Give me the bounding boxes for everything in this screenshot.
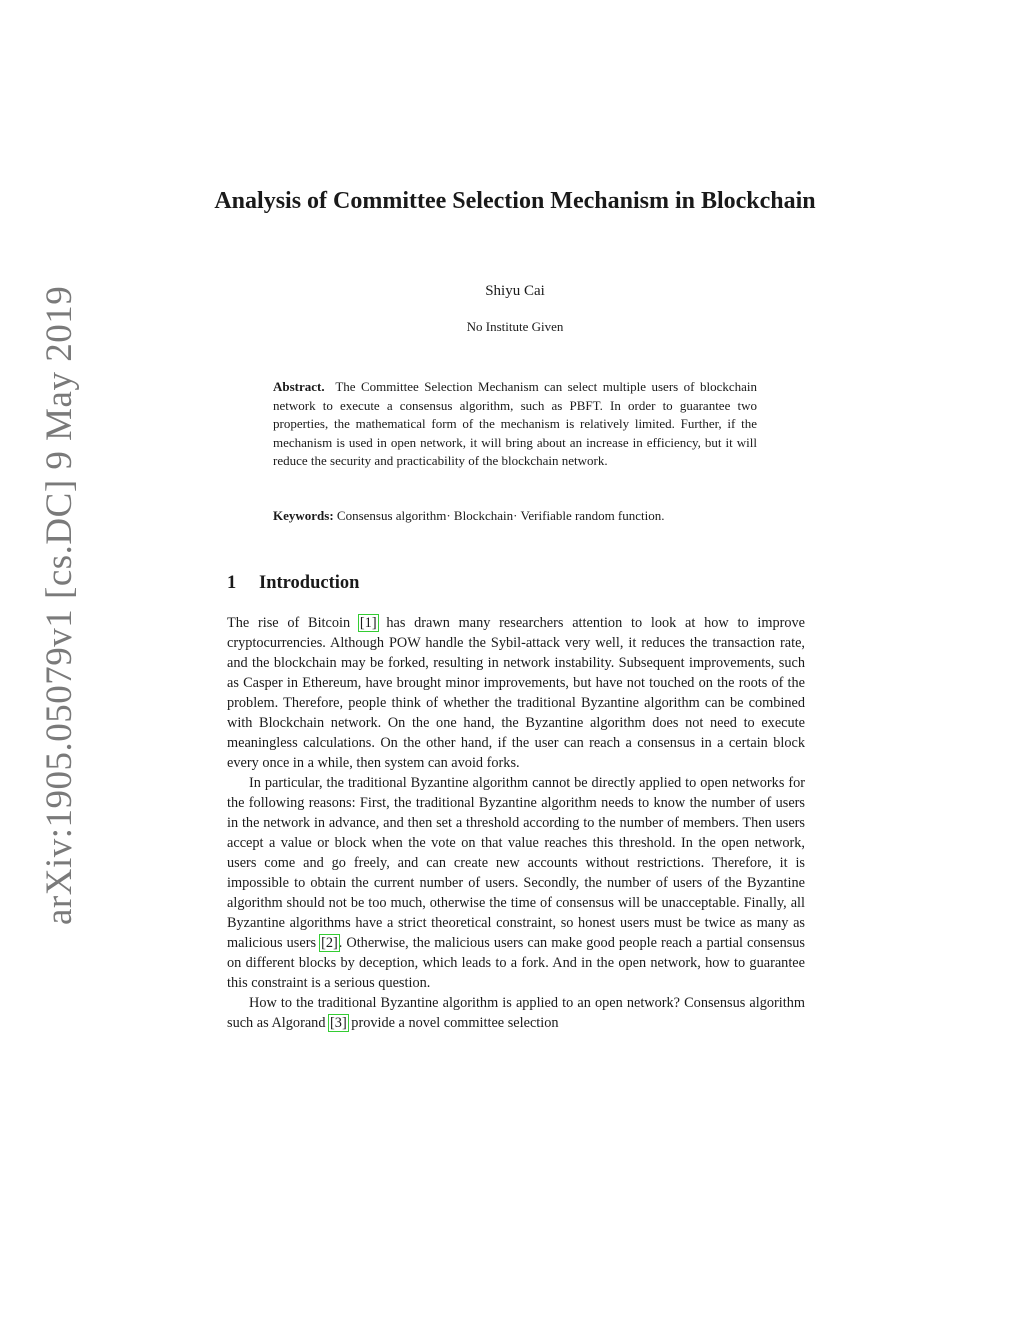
paragraph-text: provide a novel committee selection — [347, 1015, 559, 1031]
abstract-text: The Committee Selection Mechanism can select multiple users of blockchain network to execute a consensus algorithm, such as PBFT. In order to guarantee two properties, the mathematical form of the mechanism is relatively limited. Further, if the mechanism is used in open network, it will bring about an increase in efficiency, but it will reduce the security and practicability of the blockchain network. — [273, 379, 757, 469]
paragraph-1 — [227, 613, 805, 773]
author-name: Shiyu Cai — [485, 283, 545, 299]
paragraph-text: How to the traditional Byzantine algorithm is applied to an open network? Consensus algorithm such as Algorand — [227, 995, 805, 1031]
citation-link-3[interactable]: [3] — [330, 1015, 347, 1031]
paragraph-text: has drawn many researchers attention to look at how to improve cryptocurrencies. Although POW handle the Sybil-attack very well, it reduces the transaction rate, and the blockchain may be forked, resulting in network instability. Subsequent improvements, such as Casper in Ethereum, have brought minor improvements, but have not touched on the roots of the problem. Therefore, people think of whether the traditional Byzantine algorithm can be combined with Blockchain network. On the one hand, the Byzantine algorithm does not need to execute meaningless calculations. On the other hand, if the user can reach a consensus in a certain block every once in a while, then system can avoid forks. — [227, 615, 806, 771]
section-heading-introduction — [227, 573, 359, 594]
paragraph-text: In particular, the traditional Byzantine algorithm cannot be directly applied to open networks for the following reasons: First, the traditional Byzantine algorithm needs to know the number of users in the network in advance, and then set a threshold according to the number of members. Then users accept a value or block when the vote on that value reaches this threshold. In the open network, users come and go freely, and can create new accounts without restrictions. Therefore, it is impossible to obtain the current number of users. Secondly, the number of users of the Byzantine algorithm should not be too much, otherwise the time of consensus will be unacceptable. Finally, all Byzantine algorithms have a strict theoretical constraint, so honest users must be twice as many as malicious users — [227, 775, 805, 951]
paragraph-3 — [227, 993, 805, 1033]
citation-link-2[interactable]: [2] — [321, 935, 338, 951]
section-number: 1 — [227, 573, 237, 593]
keywords-block — [273, 507, 757, 526]
arxiv-identifier-stamp: arXiv:1905.05079v1 [cs.DC] 9 May 2019 — [39, 285, 80, 925]
citation-link-1[interactable]: [1] — [359, 615, 377, 631]
abstract-block — [273, 378, 757, 471]
abstract-label: Abstract. — [273, 379, 325, 394]
paragraph-text: The rise of Bitcoin — [227, 615, 359, 631]
keywords-text: Consensus algorithm· Blockchain· Verifiable random function. — [336, 508, 665, 523]
section-title: Introduction — [259, 573, 360, 593]
paper-title: Analysis of Committee Selection Mechanism in Blockchain — [214, 188, 816, 214]
author-institute: No Institute Given — [466, 319, 564, 334]
paragraph-2 — [227, 773, 805, 993]
keywords-label: Keywords: — [273, 508, 334, 523]
introduction-body — [227, 613, 805, 1033]
paragraph-text: . Otherwise, the malicious users can make good people reach a partial consensus on different blocks by deception, which leads to a fork. And in the open network, how to guarantee this constraint is a serious question. — [227, 935, 805, 991]
